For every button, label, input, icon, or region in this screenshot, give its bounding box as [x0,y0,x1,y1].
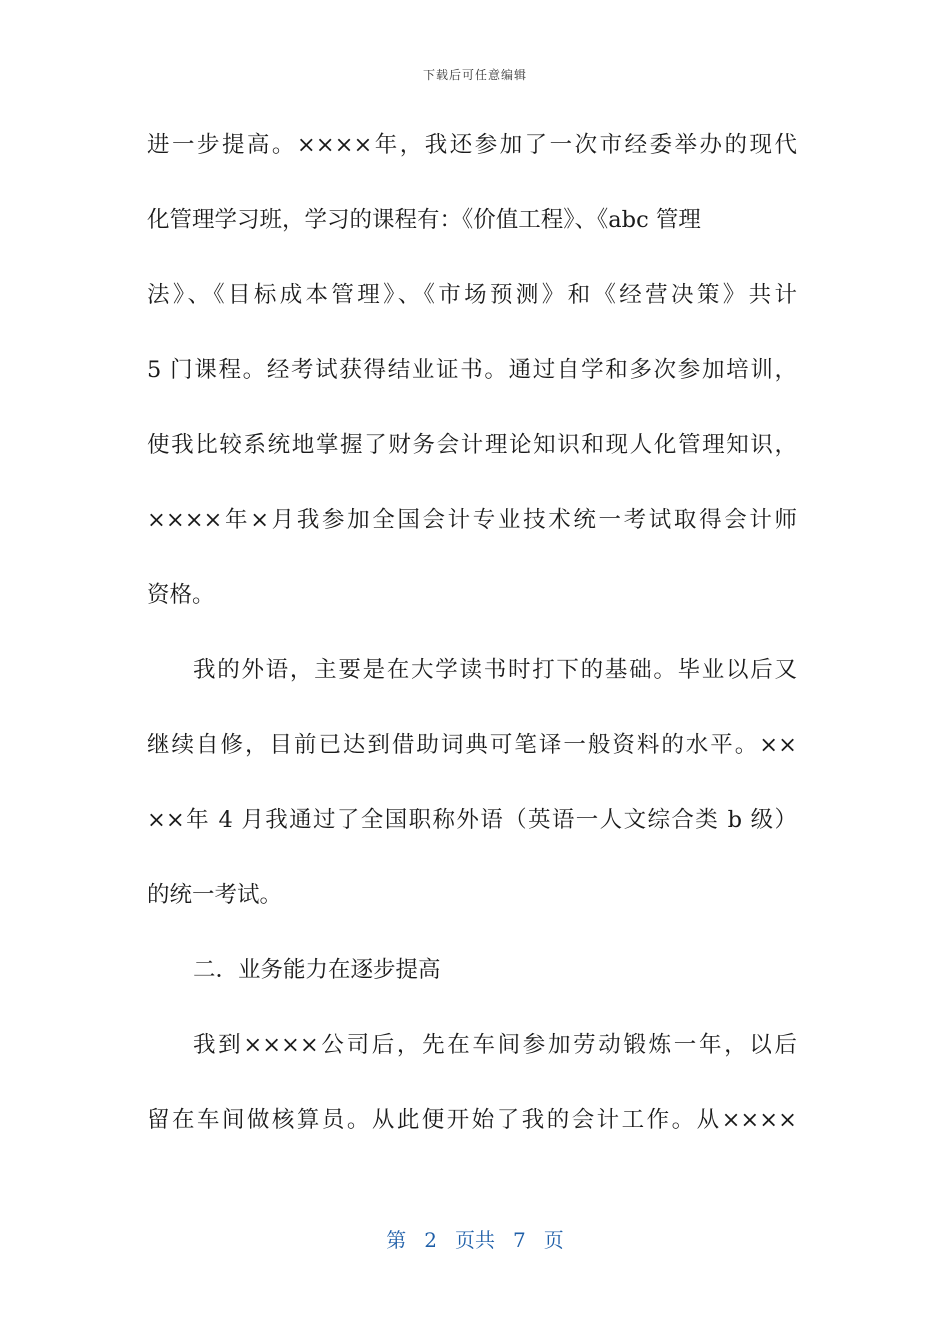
paragraph-first-line: 我的外语，主要是在大学读书时打下的基础。毕业以后又 [193,657,797,683]
text-line: 的统一考试。 [147,882,283,908]
text-line: 进一步提高。××××年，我还参加了一次市经委举办的现代 [147,132,797,158]
page-header: 下载后可任意编辑 [422,68,527,82]
text-line: 留在车间做核算员。从此便开始了我的会计工作。从×××× [147,1107,797,1133]
footer-suffix: 页 [543,1228,564,1252]
text-line: 化管理学习班，学习的课程有：《价值工程》、《abc 管理 [147,207,701,233]
footer-prefix: 第 [386,1228,407,1252]
text-line: 法》、《目标成本管理》、《市场预测》和《经营决策》共计 [147,282,797,308]
footer-middle: 页共 [455,1228,495,1252]
text-line: 继续自修，目前已达到借助词典可笔译一般资料的水平。×× [147,732,797,758]
total-pages-number: 7 [513,1228,526,1252]
paragraph-first-line: 我到××××公司后，先在车间参加劳动锻炼一年，以后 [193,1032,797,1058]
text-line: 5 门课程。经考试获得结业证书。通过自学和多次参加培训， [147,357,797,383]
text-line: 资格。 [147,582,215,608]
text-line: ××年 4 月我通过了全国职称外语（英语一人文综合类 b 级） [147,807,797,833]
text-line: ××××年×月我参加全国会计专业技术统一考试取得会计师 [147,507,797,533]
page-number-footer [0,1224,950,1253]
current-page-number: 2 [424,1228,437,1252]
section-heading: 二．业务能力在逐步提高 [193,957,441,983]
text-line: 使我比较系统地掌握了财务会计理论知识和现人化管理知识， [147,432,797,458]
